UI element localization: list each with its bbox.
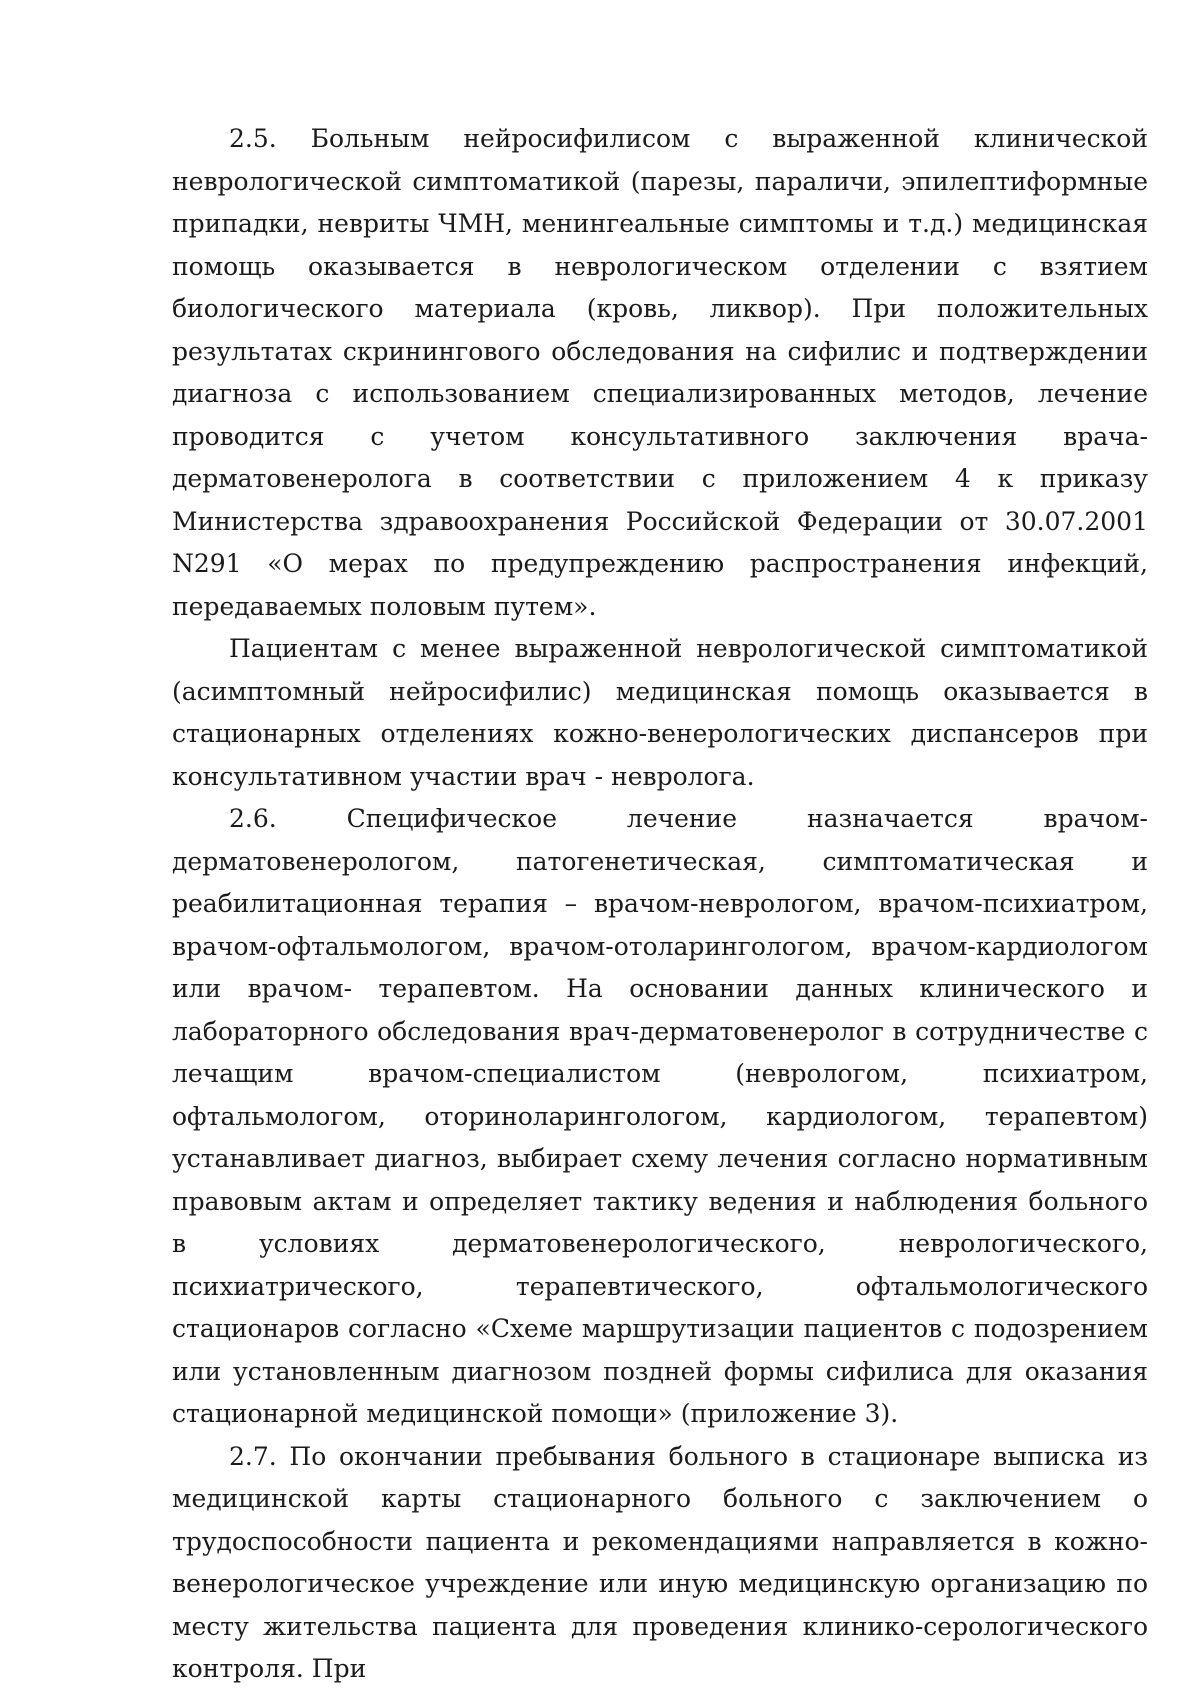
document-text [172, 118, 1148, 1691]
paragraph-2-6: 2.6. Специфическое лечение назначается врачом-дерматовенерологом, патогенетическая, симптоматическая и реабилитационная терапия – врачом-неврологом, врачом-психиатром, врачом-офтальмологом, врачом-отоларингологом, врачом-кардиологом или врачом- терапевтом. На основании данных клинического и лабораторного обследования врач-дерматовенеролог в сотрудничестве с лечащим врачом-специалистом (неврологом, психиатром, офтальмологом, оториноларингологом, кардиологом, терапевтом) устанавливает диагноз, выбирает схему лечения согласно нормативным правовым актам и определяет тактику ведения и наблюдения больного в условиях дерматовенерологического, неврологического, психиатрического, терапевтического, офтальмологического стационаров согласно «Схеме маршрутизации пациентов с подозрением или установленным диагнозом поздней формы сифилиса для оказания стационарной медицинской помощи» (приложение 3). [172, 804, 1148, 1428]
paragraph-asymptomatic-patients: Пациентам с менее выраженной неврологической симптоматикой (асимптомный нейросифилис) медицинская помощь оказывается в стационарных отделениях кожно-венерологических диспансеров при консультативном участии врач - невролога. [172, 634, 1148, 791]
paragraph-2-7: 2.7. По окончании пребывания больного в стационаре выписка из медицинской карты стационарного больного с заключением о трудоспособности пациента и рекомендациями направляется в кожно-венерологическое учреждение или иную медицинскую организацию по месту жительства пациента для проведения клинико-серологического контроля. При [172, 1441, 1148, 1683]
paragraph-2-5: 2.5. Больным нейросифилисом с выраженной клинической неврологической симптоматикой (парезы, параличи, эпилептиформные припадки, невриты ЧМН, менингеальные симптомы и т.д.) медицинская помощь оказывается в неврологическом отделении с взятием биологического материала (кровь, ликвор). При положительных результатах скринингового обследования на сифилис и подтверждении диагноза с использованием специализированных методов, лечение проводится с учетом консультативного заключения врача-дерматовенеролога в соответствии с приложением 4 к приказу Министерства здравоохранения Российской Федерации от 30.07.2001 N291 «О мерах по предупреждению распространения инфекций, передаваемых половым путем». [172, 124, 1148, 621]
